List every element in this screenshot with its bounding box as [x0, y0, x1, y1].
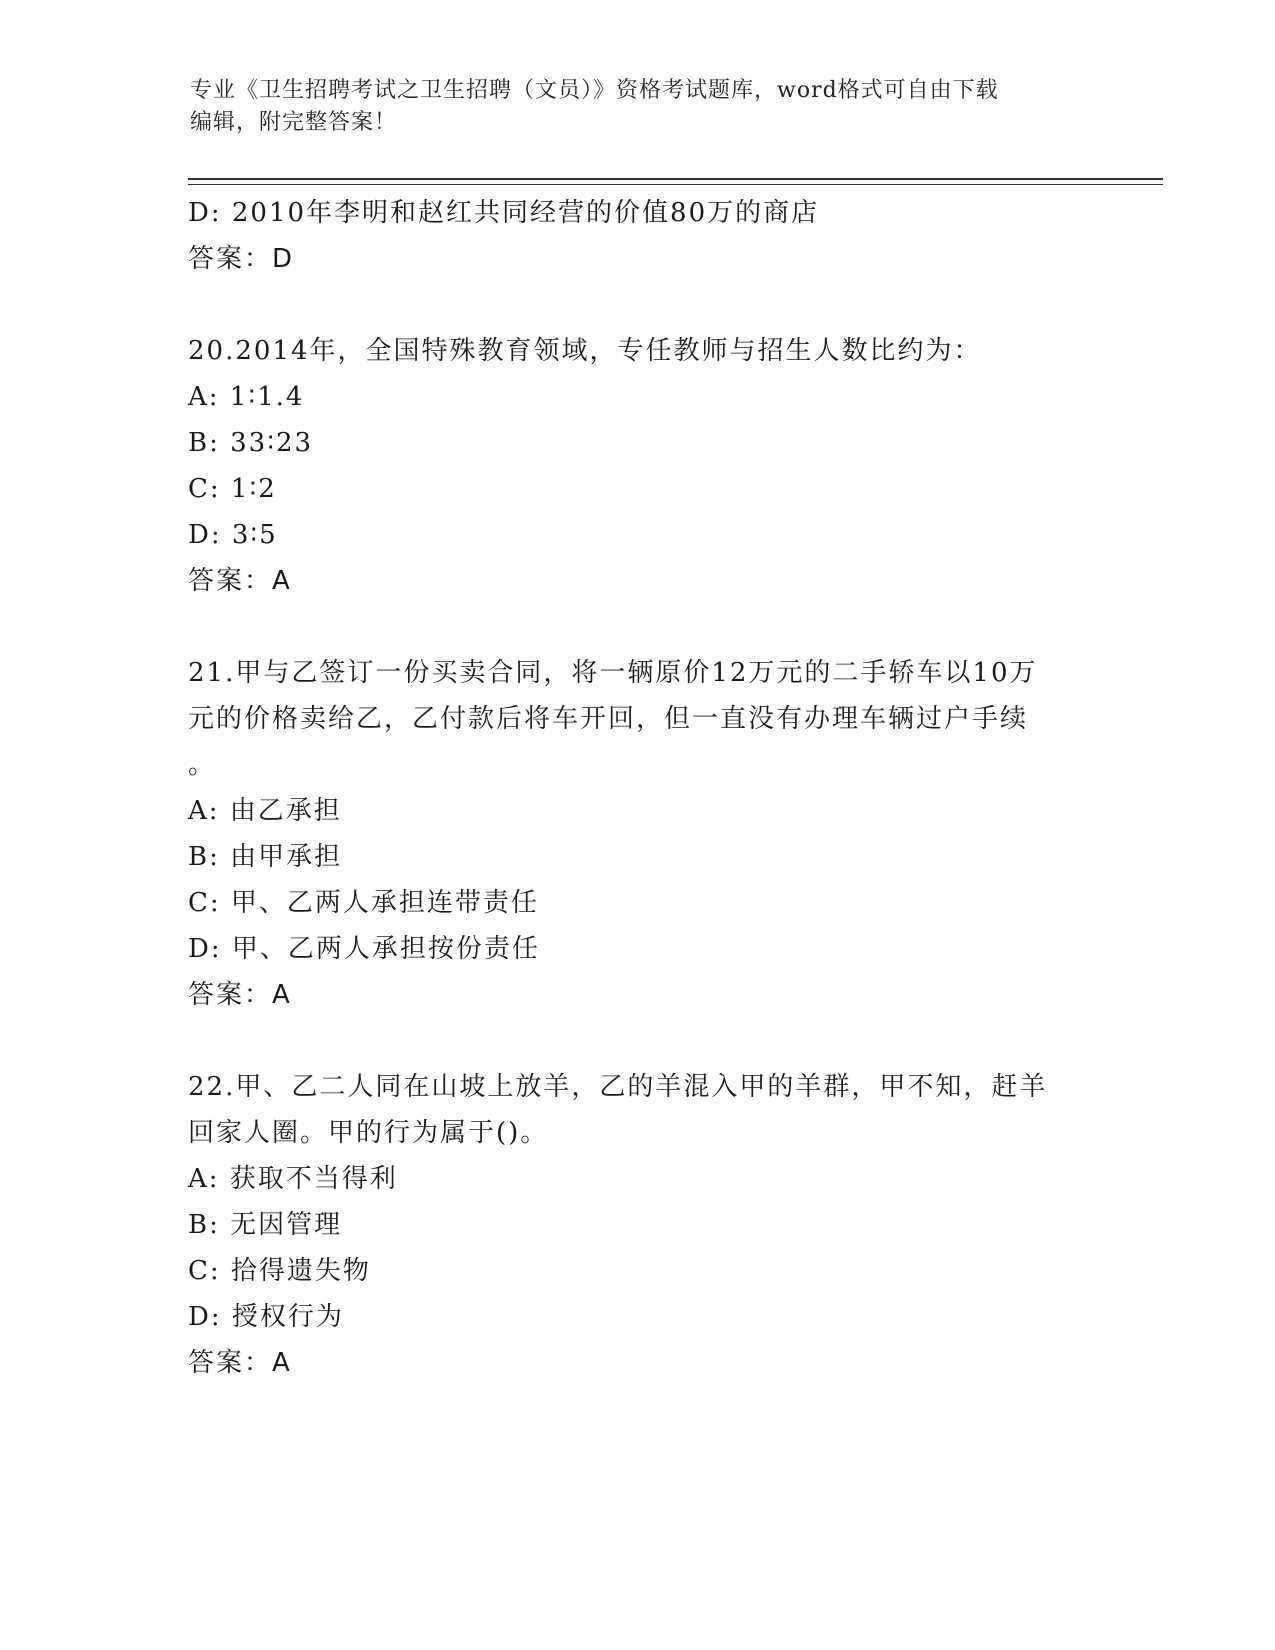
spacer	[188, 282, 1088, 328]
answer-line: 答案：A	[188, 980, 292, 1010]
spacer	[188, 604, 1088, 650]
previous-question-tail	[188, 190, 1088, 282]
answer-line: 答案：D	[188, 244, 295, 274]
option-b: B: 无因管理	[188, 1210, 343, 1240]
option-a: A: 由乙承担	[188, 796, 342, 826]
document-header	[190, 75, 1090, 139]
option-c: C: 甲、乙两人承担连带责任	[188, 888, 539, 918]
option-c: C: 1∶2	[188, 474, 277, 504]
question-text-line-3: 。	[188, 750, 217, 780]
option-d: D: 甲、乙两人承担按份责任	[188, 934, 540, 964]
option-a: A: 获取不当得利	[188, 1164, 398, 1194]
answer-line: 答案：A	[188, 1348, 292, 1378]
question-22	[188, 1064, 1088, 1386]
question-21	[188, 650, 1088, 1018]
spacer	[188, 1018, 1088, 1064]
question-text-line-2: 元的价格卖给乙，乙付款后将车开回，但一直没有办理车辆过户手续	[188, 704, 1029, 734]
question-20	[188, 328, 1088, 604]
option-b: B: 33∶23	[188, 428, 314, 458]
option-d: D: 3∶5	[188, 520, 278, 550]
question-content	[188, 190, 1088, 1386]
header-line-2: 编辑，附完整答案！	[190, 110, 398, 135]
question-text-line-1: 22.甲、乙二人同在山坡上放羊，乙的羊混入甲的羊群，甲不知，赶羊	[188, 1072, 1048, 1102]
option-a: A: 1∶1.4	[188, 382, 305, 412]
answer-line: 答案：A	[188, 566, 292, 596]
option-d: D: 授权行为	[188, 1302, 344, 1332]
option-d: D: 2010年李明和赵红共同经营的价值80万的商店	[188, 198, 820, 228]
question-text-line-1: 21.甲与乙签订一份买卖合同，将一辆原价12万元的二手轿车以10万	[188, 658, 1038, 688]
header-rule-thin	[188, 184, 1163, 185]
option-b: B: 由甲承担	[188, 842, 343, 872]
question-text: 20.2014年，全国特殊教育领域，专任教师与招生人数比约为：	[188, 336, 982, 366]
option-c: C: 拾得遗失物	[188, 1256, 371, 1286]
question-text-line-2: 回家人圈。甲的行为属于()。	[188, 1118, 549, 1148]
header-rule-thick	[188, 178, 1163, 180]
header-line-1: 专业《卫生招聘考试之卫生招聘（文员）》资格考试题库，word格式可自由下载	[190, 78, 999, 103]
